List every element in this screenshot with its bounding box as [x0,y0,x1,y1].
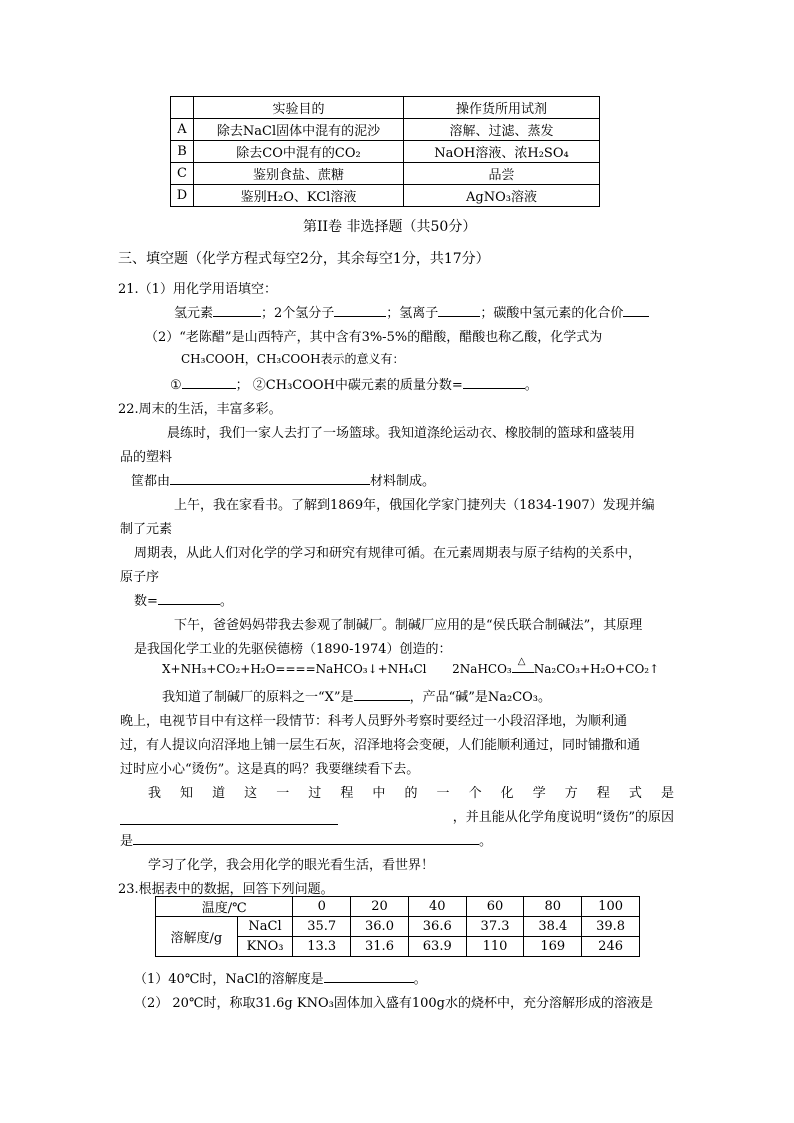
text: 。 [219,594,233,609]
table-header-cell [171,97,194,119]
text: 。 [413,972,427,987]
text: ；氢离子 [386,306,439,321]
text: 。 [479,834,493,849]
table-cell: 除去CO中混有的CO₂ [194,141,404,163]
table-cell: 35.7 [293,917,351,937]
table-cell: 63.9 [408,937,466,957]
table-header-cell: 80 [524,897,582,917]
text: ，产品“碱”是Na₂CO₃。 [409,690,552,705]
q22-line: 是我国化学工业的先驱侯德榜（1890-1974）创造的： [134,642,452,657]
q23-line: 23.根据表中的数据，回答下列问题。 [118,882,334,897]
equation: Na₂CO₃+H₂O+CO₂↑ [533,662,660,676]
reaction-arrow [512,656,534,673]
answer-blank[interactable] [623,316,649,317]
table-header-cell: 20 [351,897,409,917]
q22-line: 晨练时，我们一家人去打了一场篮球。我知道涤纶运动衣、橡胶制的篮球和盛装用 [167,426,636,441]
table-cell: 品尝 [404,163,600,185]
table-cell: 36.6 [408,917,466,937]
q22-line: 制了元素 [120,522,173,537]
table-cell: NaOH溶液、浓H₂SO₄ [404,141,600,163]
q23-line [134,968,427,987]
q21-line [170,374,538,393]
text: 。 [524,378,538,393]
answer-blank[interactable] [324,982,414,983]
q22-line: 下午，爸爸妈妈带我去参观了制碱厂。制碱厂应用的是“侯氏联合制碱法”，其原理 [174,618,643,633]
text: ； ②CH₃COOH中碳元素的质量分数= [235,378,463,393]
table-header-cell: 温度/℃ [156,897,293,917]
table-row-label: 溶解度/g [156,917,238,957]
q22-line [162,686,551,705]
answer-blank[interactable] [158,604,220,605]
table-cell: 37.3 [466,917,524,937]
equation: 2NaHCO₃ [452,662,512,676]
answer-blank[interactable] [120,806,338,825]
answer-blank[interactable] [354,700,410,701]
equation-line [162,656,660,676]
table-cell: 39.8 [582,917,640,937]
text: 我知道了制碱厂的原料之一“X”是 [162,690,354,705]
text: 材料制成。 [370,474,436,489]
text: ；碳酸中氢元素的化合价 [480,306,624,321]
table-cell: 110 [466,937,524,957]
q22-line: 我知道这一过程中的一个化学方程式是 [148,786,674,801]
table-cell: 鉴别食盐、蔗糖 [194,163,404,185]
equation: X+NH₃+CO₂+H₂O====NaHCO₃↓+NH₄Cl [162,662,427,676]
q22-line: 周期表，从此人们对化学的学习和研究有规律可循。在元素周期表与原子结构的关系中， [134,546,642,561]
table-header-cell: 40 [408,897,466,917]
answer-blank[interactable] [438,316,480,317]
answer-blank[interactable] [170,484,370,485]
answer-blank[interactable] [133,844,479,845]
table-header-cell: 实验目的 [194,97,404,119]
answer-blank[interactable] [213,316,261,317]
q23-line: （2） 20℃时，称取31.6g KNO₃固体加入盛有100g水的烧杯中，充分溶解形成的溶液是 [134,996,653,1011]
table-cell: D [171,185,194,207]
q22-line: 品的塑料 [120,450,173,465]
table-cell: 除去NaCl固体中混有的泥沙 [194,119,404,141]
q22-line: 过时应小心“烫伤”。这是真的吗？我要继续看下去。 [120,762,420,777]
section-title: 第II卷 非选择题（共50分） [303,219,477,235]
text: ① [170,378,182,393]
text: 数= [134,594,158,609]
q22-line: 学习了化学，我会用化学的眼光看生活，看世界！ [148,858,435,873]
section-heading: 三、填空题（化学方程式每空2分，其余每空1分，共17分） [118,251,490,267]
text: 筐都由 [131,474,171,489]
text: （1）40℃时，NaCl的溶解度是 [134,972,324,987]
table-cell: 31.6 [351,937,409,957]
q21-line: CH₃COOH，CH₃COOH表示的意义有： [181,352,405,366]
answer-blank[interactable] [463,388,525,389]
table-cell: 溶解、过滤、蒸发 [404,119,600,141]
q21-line [174,302,649,321]
q22-line [120,806,674,825]
table-cell: C [171,163,194,185]
table-cell: 38.4 [524,917,582,937]
table-header-cell: 0 [293,897,351,917]
table-cell: 鉴别H₂O、KCl溶液 [194,185,404,207]
heat-symbol: △ [517,656,526,667]
q22-line: 晚上，电视节目中有这样一段情节：科考人员野外考察时要经过一小段沼泽地，为顺利通 [120,714,628,729]
solubility-table [155,896,640,957]
text: ；2个氢分子 [261,306,335,321]
table-cell: A [171,119,194,141]
answer-blank[interactable] [182,388,236,389]
q22-line: 上午，我在家看书。了解到1869年，俄国化学家门捷列夫（1834-1907）发现并编 [174,498,655,513]
table-cell: 36.0 [351,917,409,937]
q22-line: 过，有人提议向沼泽地上铺一层生石灰，沼泽地将会变硬，人们能顺利通过，同时铺撒和通 [120,738,641,753]
table-cell: 13.3 [293,937,351,957]
q22-line: 原子序 [120,570,160,585]
q22-line [134,590,233,609]
text: 是 [120,834,134,849]
table-cell: NaCl [237,917,293,937]
q21-line: （2）“老陈醋”是山西特产，其中含有3%-5%的醋酸，醋酸也称乙酸，化学式为 [145,330,603,345]
q22-line [131,470,435,489]
table-cell: KNO₃ [237,937,293,957]
text: ，并且能从化学角度说明“烫伤”的原因 [452,810,674,825]
answer-blank[interactable] [334,316,386,317]
table-header-cell: 100 [582,897,640,917]
q22-line: 22.周末的生活，丰富多彩。 [118,402,282,417]
table-cell: AgNO₃溶液 [404,185,600,207]
q21-line: 21.（1）用化学用语填空： [118,282,277,297]
table-header-cell: 操作货所用试剂 [404,97,600,119]
experiment-table [170,96,600,207]
text: 氢元素 [174,306,214,321]
table-cell: 169 [524,937,582,957]
table-header-cell: 60 [466,897,524,917]
table-cell: B [171,141,194,163]
table-cell: 246 [582,937,640,957]
q22-line [120,830,492,849]
